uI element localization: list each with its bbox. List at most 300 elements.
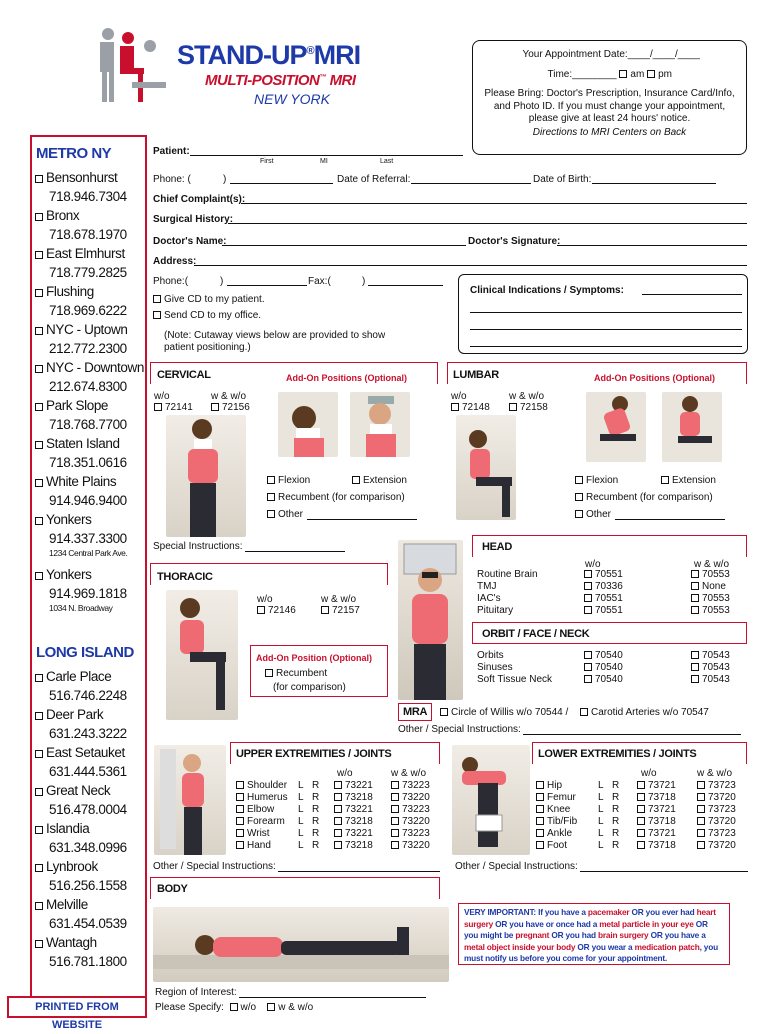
row-checkbox[interactable] (536, 841, 544, 849)
code-text: 70543 (702, 650, 730, 661)
location-checkbox[interactable] (35, 479, 43, 487)
lumbar-1-checkbox[interactable] (451, 403, 459, 411)
please-specify (155, 1002, 313, 1013)
code-text: 73218 (345, 792, 373, 803)
code-checkbox[interactable] (584, 651, 592, 659)
lumbar-opt-2[interactable] (509, 402, 548, 413)
row-code-b[interactable] (691, 581, 726, 593)
cervical-flexion-label: Flexion (278, 475, 311, 486)
table-row (236, 816, 436, 828)
cervical-opt-1[interactable] (154, 402, 193, 413)
code-text: 73723 (708, 828, 736, 839)
row-code-b[interactable] (691, 569, 730, 581)
location-row (35, 781, 145, 800)
row-code-a[interactable] (334, 804, 373, 816)
thoracic-wo: w/o (257, 594, 273, 605)
cervical-addon: Add-On Positions (Optional) (286, 373, 407, 383)
code-checkbox[interactable] (637, 793, 645, 801)
locations-sidebar (30, 135, 147, 1013)
complaint-input[interactable] (241, 194, 747, 204)
table-row (477, 581, 747, 593)
cd1-option[interactable] (153, 294, 265, 305)
lumbar-other[interactable] (575, 509, 725, 520)
lumbar-flexion-checkbox[interactable] (575, 476, 583, 484)
code-text: None (702, 581, 726, 592)
code-text: 70543 (702, 674, 730, 685)
row-code-b[interactable] (691, 674, 730, 686)
row-label (536, 828, 572, 840)
code-checkbox[interactable] (637, 781, 645, 789)
code-checkbox[interactable] (391, 793, 399, 801)
code-checkbox[interactable] (637, 817, 645, 825)
lumbar-2-checkbox[interactable] (509, 403, 517, 411)
location-checkbox[interactable] (35, 712, 43, 720)
location-name: NYC - Downtown (46, 360, 144, 375)
lumbar-other-checkbox[interactable] (575, 510, 583, 518)
location-item[interactable] (35, 857, 145, 895)
location-item[interactable] (35, 667, 145, 705)
cervical-special-input[interactable] (245, 542, 345, 552)
location-item[interactable] (35, 933, 145, 971)
doctor-input[interactable] (222, 236, 466, 246)
surgical-label: Surgical History: (153, 214, 234, 225)
mra-circle-checkbox[interactable] (440, 708, 448, 716)
lumbar-flexion-photo (586, 392, 646, 462)
code-text: 73220 (402, 792, 430, 803)
important-p2: OR you ever had (629, 907, 697, 917)
code-checkbox[interactable] (584, 570, 592, 578)
lumbar-code-2: 72158 (520, 402, 548, 413)
signature-label: Doctor's Signature: (468, 236, 561, 247)
row-label (236, 828, 270, 840)
location-row (35, 396, 145, 415)
code-checkbox[interactable] (697, 817, 705, 825)
row-code-b[interactable] (691, 662, 730, 674)
location-checkbox[interactable] (35, 175, 43, 183)
cd2-checkbox[interactable] (153, 311, 161, 319)
location-checkbox[interactable] (35, 251, 43, 259)
row-code-a[interactable] (637, 828, 676, 840)
location-checkbox[interactable] (35, 289, 43, 297)
signature-input[interactable] (557, 236, 747, 246)
location-phone: 718.779.2825 (49, 265, 127, 280)
cd1-checkbox[interactable] (153, 295, 161, 303)
row-code-a[interactable] (584, 662, 623, 674)
code-checkbox[interactable] (697, 781, 705, 789)
code-text: 70540 (595, 674, 623, 685)
row-checkbox[interactable] (536, 781, 544, 789)
cervical-other-checkbox[interactable] (267, 510, 275, 518)
table-row (236, 828, 436, 840)
cervical-extension-checkbox[interactable] (352, 476, 360, 484)
code-checkbox[interactable] (637, 829, 645, 837)
location-checkbox[interactable] (35, 674, 43, 682)
location-checkbox[interactable] (35, 365, 43, 373)
lumbar-recumbent-checkbox[interactable] (575, 493, 583, 501)
row-code-a[interactable] (637, 816, 676, 828)
code-checkbox[interactable] (584, 582, 592, 590)
fax-label: Fax:( (308, 276, 331, 287)
code-checkbox[interactable] (697, 841, 705, 849)
code-checkbox[interactable] (691, 675, 699, 683)
location-name: Islandia (46, 821, 90, 836)
lower-other-input[interactable] (580, 862, 748, 872)
thoracic-recumbent-label: Recumbent (276, 668, 328, 679)
cervical-wo: w/o (154, 391, 170, 402)
lower-title: LOWER EXTREMITIES / JOINTS (538, 748, 697, 760)
code-checkbox[interactable] (691, 570, 699, 578)
location-address: 1034 N. Broadway (49, 603, 113, 613)
lumbar-flexion[interactable] (575, 475, 618, 486)
body-ww-label: w & w/o (278, 1002, 314, 1013)
cervical-flexion-checkbox[interactable] (267, 476, 275, 484)
row-label-text: Hand (247, 840, 271, 851)
row-code-b[interactable] (697, 828, 736, 840)
row-code-a[interactable] (334, 792, 373, 804)
code-text: 73718 (648, 792, 676, 803)
location-item[interactable] (35, 206, 145, 244)
location-name: Great Neck (46, 783, 111, 798)
row-label (536, 840, 567, 852)
mra-circle[interactable] (440, 707, 568, 718)
doctor-label: Doctor's Name: (153, 236, 227, 247)
head-title: HEAD (482, 541, 512, 553)
appointment-time-label[interactable]: Time:________ (547, 69, 617, 80)
code-checkbox[interactable] (697, 829, 705, 837)
code-checkbox[interactable] (691, 651, 699, 659)
appointment-directions[interactable]: Directions to MRI Centers on Back (532, 126, 687, 138)
brand-subtitle-mri: MRI (329, 72, 356, 89)
row-code-a[interactable] (637, 792, 676, 804)
head-header-box (472, 535, 747, 557)
location-row (35, 244, 145, 263)
cervical-code-2: 72156 (222, 402, 250, 413)
brand-subtitle (205, 72, 356, 89)
head-wo: w/o (585, 559, 601, 570)
location-checkbox[interactable] (35, 788, 43, 796)
location-phone: 516.478.0004 (49, 802, 127, 817)
location-name: Staten Island (46, 436, 120, 451)
location-row (35, 434, 145, 453)
row-label (536, 792, 576, 804)
table-row (477, 662, 747, 674)
lumbar-opt-1[interactable] (451, 402, 490, 413)
patient-input[interactable] (190, 146, 463, 156)
row-label (236, 780, 287, 792)
location-item[interactable] (35, 168, 145, 206)
location-checkbox[interactable] (35, 572, 43, 580)
row-code-b[interactable] (697, 780, 736, 792)
code-text: 73723 (708, 804, 736, 815)
upper-other-label: Other / Special Instructions: (153, 861, 276, 872)
code-checkbox[interactable] (391, 805, 399, 813)
row-code-a[interactable] (637, 840, 676, 852)
location-name: Carle Place (46, 669, 112, 684)
brand-city: NEW YORK (254, 91, 330, 107)
row-code-b[interactable] (697, 804, 736, 816)
code-text: 70553 (702, 593, 730, 604)
row-side: L R (298, 840, 320, 851)
clinical-line-0[interactable] (642, 285, 742, 295)
important-box (458, 903, 730, 965)
row-code-a[interactable] (334, 780, 373, 792)
location-item[interactable] (35, 565, 145, 614)
thoracic-addon: Add-On Position (Optional) (256, 653, 372, 663)
row-checkbox[interactable] (236, 817, 244, 825)
thoracic-opt-2[interactable] (321, 605, 360, 616)
phone2-input[interactable] (227, 276, 307, 286)
cervical-recumbent[interactable] (267, 492, 405, 503)
code-checkbox[interactable] (334, 793, 342, 801)
row-checkbox[interactable] (536, 805, 544, 813)
row-code-b[interactable] (691, 605, 730, 617)
cervical-flexion[interactable] (267, 475, 310, 486)
code-checkbox[interactable] (391, 829, 399, 837)
row-checkbox[interactable] (236, 841, 244, 849)
row-checkbox[interactable] (236, 805, 244, 813)
code-checkbox[interactable] (691, 663, 699, 671)
thoracic-recumbent[interactable] (265, 668, 327, 679)
location-row (35, 320, 145, 339)
row-checkbox[interactable] (236, 793, 244, 801)
table-row (236, 804, 436, 816)
code-checkbox[interactable] (637, 841, 645, 849)
cervical-1-checkbox[interactable] (154, 403, 162, 411)
mra-other-input[interactable] (523, 725, 741, 735)
mra-carotid-checkbox[interactable] (580, 708, 588, 716)
location-name: East Setauket (46, 745, 125, 760)
location-phone: 914.337.3300 (49, 531, 127, 546)
code-checkbox[interactable] (391, 817, 399, 825)
region-of-interest (155, 987, 426, 998)
surgical-input[interactable] (228, 214, 747, 224)
row-code-b[interactable] (697, 792, 736, 804)
clinical-label: Clinical Indications / Symptoms: (470, 285, 624, 296)
code-checkbox[interactable] (584, 594, 592, 602)
code-checkbox[interactable] (584, 675, 592, 683)
cervical-2-checkbox[interactable] (211, 403, 219, 411)
row-checkbox[interactable] (236, 781, 244, 789)
thoracic-2-checkbox[interactable] (321, 606, 329, 614)
row-code-b[interactable] (391, 828, 430, 840)
location-item[interactable] (35, 358, 145, 396)
upper-other-input[interactable] (278, 862, 440, 872)
table-row (477, 569, 747, 581)
row-code-a[interactable] (334, 828, 373, 840)
location-checkbox[interactable] (35, 826, 43, 834)
code-checkbox[interactable] (334, 817, 342, 825)
row-code-b[interactable] (391, 816, 430, 828)
row-code-a[interactable] (637, 804, 676, 816)
code-checkbox[interactable] (691, 594, 699, 602)
row-checkbox[interactable] (536, 793, 544, 801)
cd2-option[interactable] (153, 310, 261, 321)
cervical-extension[interactable] (352, 475, 407, 486)
row-code-a[interactable] (584, 605, 623, 617)
code-text: 73223 (402, 780, 430, 791)
clinical-line-3[interactable] (470, 337, 742, 347)
code-checkbox[interactable] (691, 606, 699, 614)
appointment-date[interactable]: Your Appointment Date:____/____/____ (522, 49, 700, 60)
location-checkbox[interactable] (35, 441, 43, 449)
location-item[interactable] (35, 472, 145, 510)
code-checkbox[interactable] (334, 781, 342, 789)
appointment-bring: Please Bring: Doctor's Prescription, Insurance Card/Info, and Photo ID. If you must change your appointment, please give at least 24 hours' notice. (484, 88, 735, 124)
location-checkbox[interactable] (35, 327, 43, 335)
am-checkbox[interactable] (619, 70, 627, 78)
upper-photo (154, 745, 226, 855)
body-ww-checkbox[interactable] (267, 1003, 275, 1011)
location-item[interactable] (35, 781, 145, 819)
table-row (477, 605, 747, 617)
row-code-a[interactable] (584, 593, 623, 605)
cervical-photo (166, 415, 246, 537)
lumbar-wo: w/o (451, 391, 467, 402)
code-text: 70543 (702, 662, 730, 673)
body-title: BODY (157, 883, 188, 895)
important-patch: medication patch (634, 941, 700, 952)
row-label (477, 674, 552, 686)
row-code-b[interactable] (391, 792, 430, 804)
row-code-b[interactable] (391, 804, 430, 816)
row-code-a[interactable] (637, 780, 676, 792)
code-checkbox[interactable] (391, 841, 399, 849)
cervical-recumbent-checkbox[interactable] (267, 493, 275, 501)
row-code-a[interactable] (334, 816, 373, 828)
lumbar-recumbent[interactable] (575, 492, 713, 503)
location-item[interactable] (35, 819, 145, 857)
location-phone: 914.969.1818 (49, 586, 127, 601)
code-checkbox[interactable] (334, 805, 342, 813)
row-code-b[interactable] (391, 780, 430, 792)
row-label-text: Routine Brain (477, 569, 538, 580)
address-input[interactable] (194, 256, 747, 266)
row-label (536, 804, 570, 816)
row-label-text: Soft Tissue Neck (477, 674, 553, 685)
phone-close: ) (223, 174, 227, 185)
row-code-b[interactable] (391, 840, 430, 852)
referral-input[interactable] (411, 174, 531, 184)
cervical-opt-2[interactable] (211, 402, 250, 413)
location-row (35, 705, 145, 724)
location-item[interactable] (35, 320, 145, 358)
code-checkbox[interactable] (697, 805, 705, 813)
thoracic-opt-1[interactable] (257, 605, 296, 616)
row-code-b[interactable] (691, 650, 730, 662)
mra-carotid[interactable] (580, 707, 709, 718)
location-item[interactable] (35, 510, 145, 559)
lumbar-addon: Add-On Positions (Optional) (594, 373, 715, 383)
clinical-line-2[interactable] (470, 320, 742, 330)
location-item[interactable] (35, 434, 145, 472)
code-checkbox[interactable] (584, 663, 592, 671)
row-checkbox[interactable] (536, 817, 544, 825)
location-item[interactable] (35, 895, 145, 933)
body-header-box (150, 877, 440, 899)
code-checkbox[interactable] (334, 841, 342, 849)
location-checkbox[interactable] (35, 750, 43, 758)
row-code-a[interactable] (334, 840, 373, 852)
mi-label: MI (320, 158, 328, 165)
lumbar-extension-checkbox[interactable] (661, 476, 669, 484)
location-item[interactable] (35, 244, 145, 282)
row-code-a[interactable] (584, 581, 623, 593)
location-checkbox[interactable] (35, 864, 43, 872)
location-name: White Plains (46, 474, 117, 489)
region-of-interest-input[interactable] (239, 988, 426, 998)
cervical-extension-label: Extension (363, 475, 407, 486)
row-label-text: Ankle (547, 828, 573, 839)
location-checkbox[interactable] (35, 940, 43, 948)
mra-title: MRA (403, 706, 428, 718)
code-checkbox[interactable] (391, 781, 399, 789)
location-phone: 631.454.0539 (49, 916, 127, 931)
row-code-a[interactable] (584, 650, 623, 662)
code-checkbox[interactable] (697, 793, 705, 801)
code-checkbox[interactable] (584, 606, 592, 614)
location-checkbox[interactable] (35, 403, 43, 411)
pm-checkbox[interactable] (647, 70, 655, 78)
row-label-text: IAC's (477, 593, 501, 604)
row-label (477, 650, 504, 662)
row-side: L R (598, 804, 620, 815)
code-text: 70551 (595, 605, 623, 616)
row-code-b[interactable] (691, 593, 730, 605)
clinical-line-1[interactable] (470, 303, 742, 313)
code-checkbox[interactable] (637, 805, 645, 813)
body-photo (153, 907, 449, 982)
location-item[interactable] (35, 705, 145, 743)
location-checkbox[interactable] (35, 213, 43, 221)
location-row (35, 168, 145, 187)
row-side: L R (298, 828, 320, 839)
location-item[interactable] (35, 743, 145, 781)
location-item[interactable] (35, 282, 145, 320)
row-code-b[interactable] (697, 840, 736, 852)
first-label: First (260, 158, 274, 165)
location-checkbox[interactable] (35, 517, 43, 525)
row-label-text: Wrist (247, 828, 270, 839)
body-wo-checkbox[interactable] (230, 1003, 238, 1011)
thoracic-recumbent-checkbox[interactable] (265, 669, 273, 677)
location-name: Bensonhurst (46, 170, 118, 185)
row-code-a[interactable] (584, 674, 623, 686)
dob-input[interactable] (592, 174, 716, 184)
thoracic-1-checkbox[interactable] (257, 606, 265, 614)
code-checkbox[interactable] (691, 582, 699, 590)
table-row (536, 828, 747, 840)
row-code-b[interactable] (697, 816, 736, 828)
cervical-other[interactable] (267, 509, 417, 520)
code-text: 73220 (402, 816, 430, 827)
row-label-text: Pituitary (477, 605, 514, 616)
fax-input[interactable] (368, 276, 443, 286)
location-name: Bronx (46, 208, 80, 223)
lumbar-extension[interactable] (661, 475, 716, 486)
code-checkbox[interactable] (334, 829, 342, 837)
row-checkbox[interactable] (236, 829, 244, 837)
important-p8: , you must notify us before you come for your appointment. (464, 941, 718, 963)
row-label (536, 816, 577, 828)
head-photo (398, 540, 463, 700)
table-row (536, 792, 747, 804)
brand-tm: ™ (319, 74, 326, 81)
row-code-a[interactable] (584, 569, 623, 581)
phone-input[interactable] (230, 174, 333, 184)
row-checkbox[interactable] (536, 829, 544, 837)
location-checkbox[interactable] (35, 902, 43, 910)
location-item[interactable] (35, 396, 145, 434)
